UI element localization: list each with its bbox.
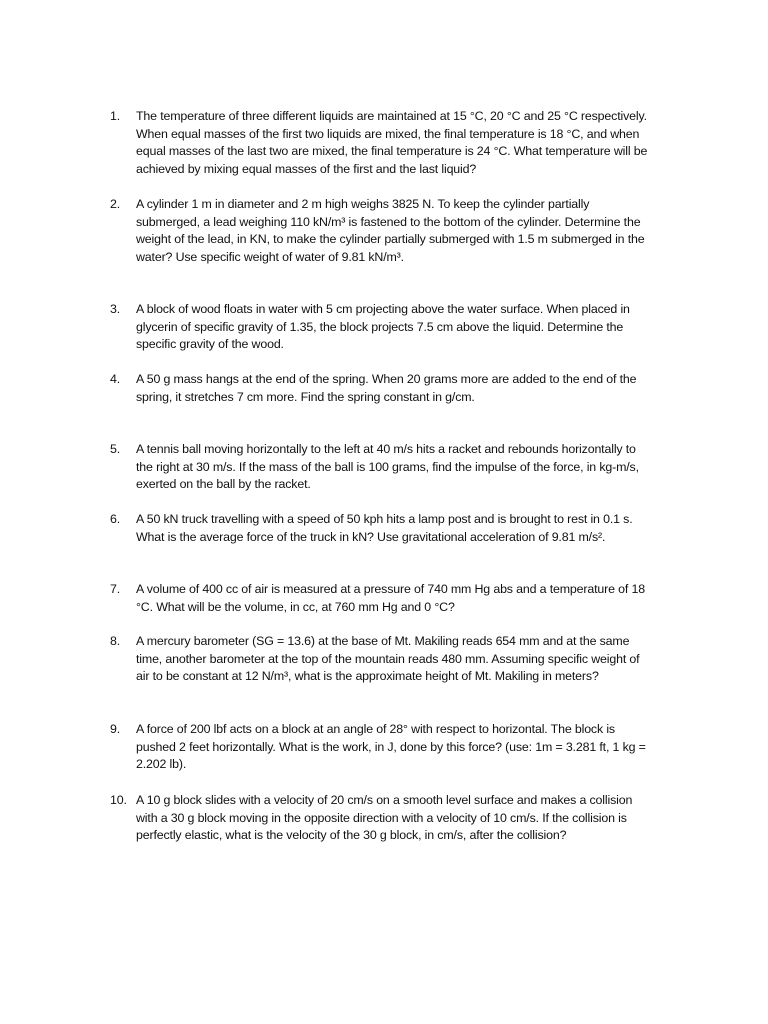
problem-line: A 50 g mass hangs at the end of the spring. When 20 grams more are added to the end of the — [136, 372, 637, 386]
problem-line: °C. What will be the volume, in cc, at 760 mm Hg and 0 °C? — [136, 599, 455, 614]
problem-line: A 10 g block slides with a velocity of 20 cm/s on a smooth level surface and makes a collision — [136, 793, 633, 807]
problem-number: 2. — [110, 197, 121, 211]
problem-number: 8. — [110, 634, 121, 648]
problem-line: air to be constant at 12 N/m³, what is the approximate height of Mt. Makiling in meters? — [136, 669, 599, 683]
problem-line: When equal masses of the first two liquids are mixed, the final temperature is 18 °C, and when — [136, 126, 640, 141]
problem-5 — [110, 441, 680, 494]
problem-line: with a 30 g block moving in the opposite direction with a velocity of 10 cm/s. If the collision is — [136, 810, 627, 825]
problem-1 — [110, 108, 680, 178]
problem-8 — [110, 633, 680, 686]
problem-line: glycerin of specific gravity of 1.35, the block projects 7.5 cm above the liquid. Determine the — [136, 319, 624, 334]
problem-line: submerged, a lead weighing 110 kN/m³ is fastened to the bottom of the cylinder. Determine the — [136, 214, 641, 229]
problem-line: the right at 30 m/s. If the mass of the ball is 100 grams, find the impulse of the force, in kg-m/s, — [136, 459, 639, 474]
problem-text — [136, 371, 680, 406]
problem-line: A 50 kN truck travelling with a speed of 50 kph hits a lamp post and is brought to rest in 0.1 s. — [136, 512, 633, 526]
problem-text — [136, 108, 680, 178]
problem-2 — [110, 196, 680, 266]
problem-number: 6. — [110, 512, 121, 526]
problem-line: time, another barometer at the top of the mountain reads 480 mm. Assuming specific weight of — [136, 651, 640, 666]
problem-text — [136, 581, 680, 616]
problem-text — [136, 301, 680, 354]
problem-line: A volume of 400 cc of air is measured at a pressure of 740 mm Hg abs and a temperature of 18 — [136, 582, 645, 596]
problem-6 — [110, 511, 680, 546]
problem-number: 10. — [110, 793, 127, 807]
problem-line: A force of 200 lbf acts on a block at an angle of 28° with respect to horizontal. The block is — [136, 722, 615, 736]
problem-line: equal masses of the last two are mixed, the final temperature is 24 °C. What temperature will be — [136, 144, 648, 158]
problem-line: weight of the lead, in KN, to make the cylinder partially submerged with 1.5 m submerged in the — [136, 232, 645, 246]
problem-text — [136, 441, 680, 494]
problem-3 — [110, 301, 680, 354]
problem-line: achieved by mixing equal masses of the first and the last liquid? — [136, 161, 477, 176]
problem-line: water? Use specific weight of water of 9.81 kN/m³. — [136, 249, 404, 264]
problem-line: A block of wood floats in water with 5 cm projecting above the water surface. When placed in — [136, 302, 630, 316]
problem-text — [136, 792, 680, 845]
problem-line: 2.202 lb). — [136, 757, 187, 771]
problem-text — [136, 633, 680, 686]
problem-9 — [110, 721, 680, 774]
problem-line: perfectly elastic, what is the velocity of the 30 g block, in cm/s, after the collision? — [136, 828, 567, 842]
problem-line: What is the average force of the truck in kN? Use gravitational acceleration of 9.81 m/s². — [136, 529, 606, 544]
problem-text — [136, 196, 680, 266]
problem-number: 4. — [110, 372, 121, 386]
problem-line: The temperature of three different liquids are maintained at 15 °C, 20 °C and 25 °C respectively. — [136, 109, 647, 123]
problem-text — [136, 721, 680, 774]
problem-7 — [110, 581, 680, 616]
problem-line: pushed 2 feet horizontally. What is the work, in J, done by this force? (use: 1m = 3.281 ft, 1 kg = — [136, 739, 646, 754]
problem-line: A cylinder 1 m in diameter and 2 m high weighs 3825 N. To keep the cylinder partially — [136, 197, 590, 211]
problem-line: A mercury barometer (SG = 13.6) at the base of Mt. Makiling reads 654 mm and at the same — [136, 634, 630, 648]
problem-10 — [110, 792, 680, 845]
problem-4 — [110, 371, 680, 406]
problem-line: exerted on the ball by the racket. — [136, 477, 311, 491]
problem-line: A tennis ball moving horizontally to the left at 40 m/s hits a racket and rebounds horizontally to — [136, 442, 636, 456]
problem-line: specific gravity of the wood. — [136, 337, 284, 351]
problem-text — [136, 511, 680, 546]
problem-number: 3. — [110, 302, 121, 316]
problem-line: spring, it stretches 7 cm more. Find the spring constant in g/cm. — [136, 389, 475, 404]
problem-number: 9. — [110, 722, 121, 736]
problem-number: 1. — [110, 109, 121, 123]
problem-number: 5. — [110, 442, 121, 456]
problem-number: 7. — [110, 582, 121, 596]
